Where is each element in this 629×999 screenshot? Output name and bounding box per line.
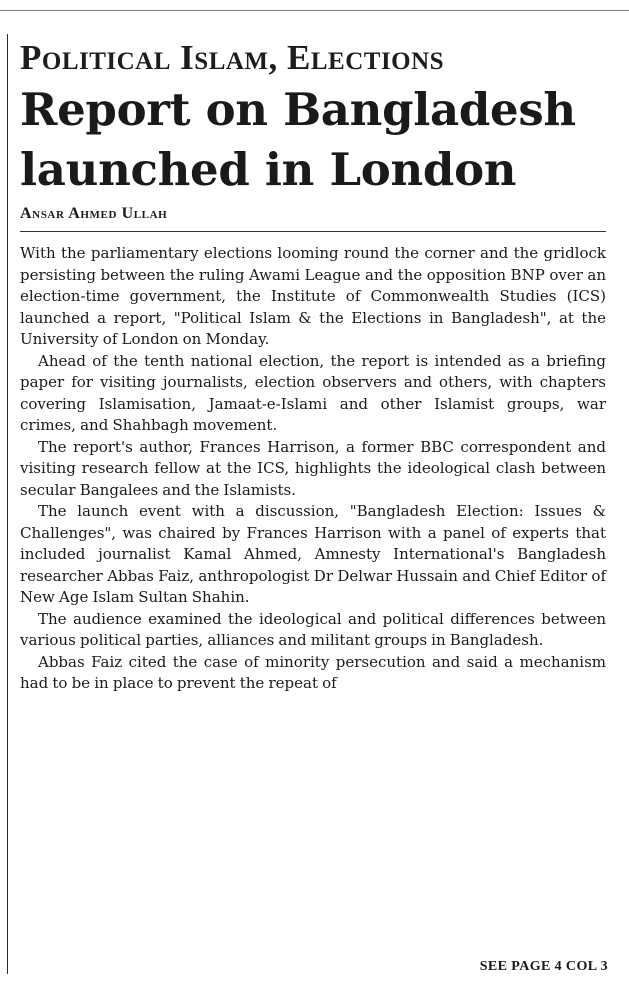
news-article	[20, 38, 610, 695]
continuation-jump-line: SEE PAGE 4 COL 3	[479, 959, 608, 974]
article-kicker: Political Islam, Elections	[20, 38, 445, 77]
top-border-rule	[0, 10, 629, 11]
byline-divider	[20, 231, 606, 232]
body-paragraph: The report's author, Frances Harrison, a former BBC correspondent and visiting research fellow at the ICS, highlights the ideological clash between secular Bangalees and the Islamists.	[20, 437, 606, 499]
article-byline: Ansar Ahmed Ullah	[20, 205, 168, 222]
body-paragraph: Ahead of the tenth national election, the report is intended as a briefing paper for visiting journalists, election observers and others, with chapters covering Islamisation, Jamaat-e-Islami and other Islamist groups, war crimes, and Shahbagh movement.	[20, 351, 606, 434]
column-left-rule	[7, 34, 8, 974]
body-paragraph: The audience examined the ideological and political differences between various political parties, alliances and militant groups in Bangladesh.	[20, 609, 606, 649]
body-paragraph: Abbas Faiz cited the case of minority persecution and said a mechanism had to be in place to prevent the repeat of	[20, 652, 606, 692]
body-paragraph: With the parliamentary elections looming round the corner and the gridlock persisting between the ruling Awami League and the opposition BNP over an election-time government, the Institute of Commonwealth Studies (ICS) launched a report, "Political Islam & the Elections in Bangladesh", at the University of London on Monday.	[20, 244, 606, 348]
body-paragraph: The launch event with a discussion, "Bangladesh Election: Issues & Challenges", was chaired by Frances Harrison with a panel of experts that included journalist Kamal Ahmed, Amnesty International's Bangladesh researcher Abbas Faiz, anthropologist Dr Delwar Hussain and Chief Editor of New Age Islam Sultan Shahin.	[20, 502, 606, 606]
article-body	[20, 243, 606, 695]
article-headline: Report on Bangladesh launched in London	[20, 83, 576, 196]
